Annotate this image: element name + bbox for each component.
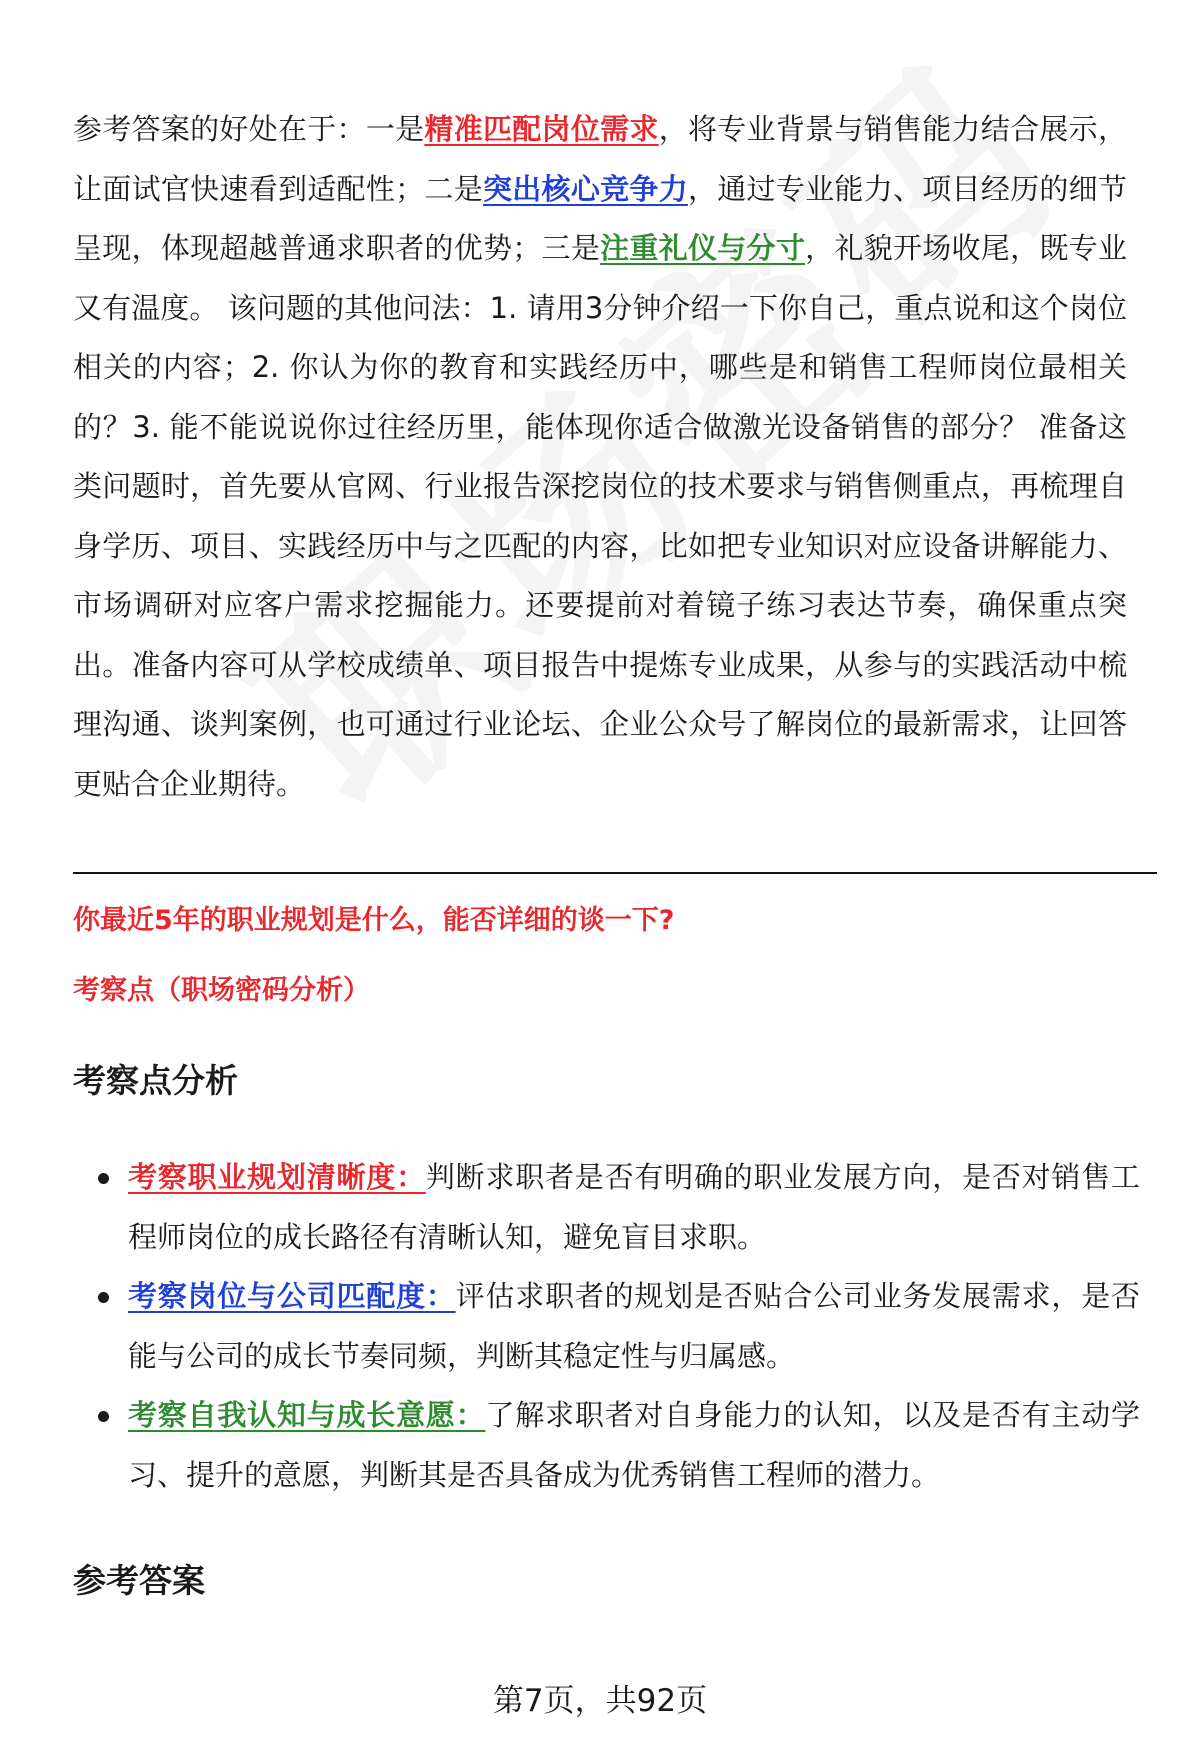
list-item [73,1148,1140,1267]
list-item [73,1267,1140,1386]
analysis-text: 了解求职者对自身能力的认知，以及是否有主动学习、提升的意愿，判断其是否具备成为优秀销售工程师的潜力。 [128,1398,1140,1492]
analysis-text: 判断求职者是否有明确的职业发展方向，是否对销售工程师岗位的成长路径有清晰认知，避免盲目求职。 [128,1160,1140,1254]
intro-paragraph [73,100,1127,814]
intro-text-1: 参考答案的好处在于：一是 [73,112,425,146]
bullet-icon [98,1411,109,1422]
analysis-heading: 考察点分析 [73,1061,238,1100]
question-subtitle: 考察点（职场密码分析） [73,975,370,1006]
list-item [73,1386,1140,1505]
intro-text-4: ，礼貌开场收尾，既专业又有温度。 该问题的其他问法：1. 请用3分钟介绍一下你自己，重点说和这个岗位相关的内容；2. 你认为你的教育和实践经历中，哪些是和销售工程师岗位最相关的？3. 能不能说说你过往经历里，能体现你适合做激光设备销售的部分？ 准备这类问题时，首先要从官网、行业报告深挖岗位的技术要求与销售侧重点，再梳理自身学历、项目、实践经历中与之匹配的内容，比如把专业知识对应设备讲解能力、市场调研对应客户需求挖掘能力。还要提前对着镜子练习表达节奏，确保重点突出。准备内容可从学校成绩单、项目报告中提炼专业成果，从参与的实践活动中梳理沟通、谈判案例，也可通过行业论坛、企业公众号了解岗位的最新需求，让回答更贴合企业期待。 [73,231,1127,801]
analysis-label: 考察岗位与公司匹配度： [128,1279,456,1313]
highlight-core-competitiveness: 突出核心竞争力 [482,171,688,206]
highlight-etiquette: 注重礼仪与分寸 [600,231,806,265]
intro-text-3: ，通过专业能力、项目经历的细节呈现，体现超越普通求职者的优势；三是 [73,171,1127,265]
question-title: 你最近5年的职业规划是什么，能否详细的谈一下? [73,905,675,936]
answer-heading: 参考答案 [73,1561,205,1600]
analysis-label: 考察自我认知与成长意愿： [128,1398,486,1432]
section-divider [73,872,1157,874]
intro-section [73,100,1127,814]
analysis-text: 评估求职者的规划是否贴合公司业务发展需求，是否能与公司的成长节奏同频，判断其稳定性与归属感。 [128,1279,1140,1373]
intro-text-2: ，将专业背景与销售能力结合展示，让面试官快速看到适配性；二是 [73,112,1127,206]
analysis-list [73,1148,1140,1505]
highlight-precise-match: 精准匹配岗位需求 [424,112,659,146]
page-number: 第7页，共92页 [492,1683,708,1719]
bullet-icon [98,1173,109,1184]
analysis-label: 考察职业规划清晰度： [128,1160,426,1194]
bullet-icon [98,1292,109,1303]
